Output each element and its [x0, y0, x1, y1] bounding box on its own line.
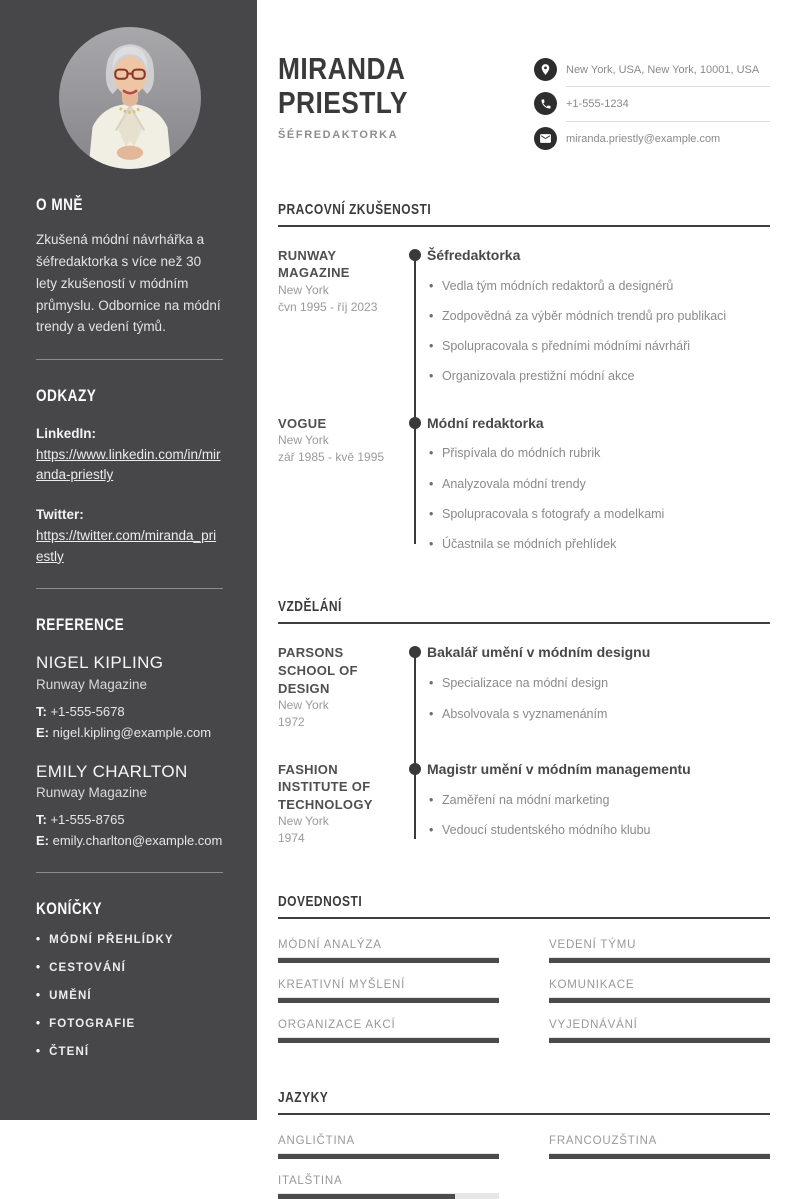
skill-bar [549, 997, 770, 1003]
reference-email: E: nigel.kipling@example.com [36, 724, 212, 740]
contact-block [534, 52, 770, 155]
language-bar [549, 1153, 770, 1159]
degree-bullets [427, 675, 770, 722]
about-text: Zkušená módní návrhářka a šéfredaktorka s více než 30 lety zkušeností v módním průmyslu. Odbornice na módní trendy a vedení týmů. [36, 232, 221, 335]
degree-title: Magistr umění v módním managementu [427, 760, 691, 777]
hobby-item: • CESTOVÁNÍ [36, 962, 223, 974]
experience-entry [278, 247, 770, 385]
school-name: PARSONS SCHOOL OF DESIGN [278, 645, 358, 696]
role-bullets [427, 445, 770, 552]
about-heading: O MNĚ [36, 195, 83, 214]
bullet-item: • Specializace na módní design [427, 675, 770, 691]
timeline-dot [403, 247, 427, 385]
skill-label: ORGANIZACE AKCÍ [278, 1018, 396, 1031]
header [278, 52, 770, 155]
skills-heading: DOVEDNOSTI [278, 893, 770, 919]
language-label: FRANCOUZŠTINA [549, 1134, 658, 1147]
entry-year: 1974 [278, 831, 305, 846]
bullet-item: • Vedla tým módních redaktorů a designérů [427, 278, 770, 294]
name-block [278, 52, 431, 155]
entry-details [427, 415, 770, 553]
skill-bar [278, 1037, 499, 1043]
company-name: RUNWAY MAGAZINE [278, 247, 350, 281]
experience-entry [278, 415, 770, 553]
portrait-illustration [59, 27, 201, 169]
timeline-dot [403, 415, 427, 553]
education-entries [278, 644, 770, 846]
skill-item [278, 939, 499, 963]
hobby-item: • UMĚNÍ [36, 990, 223, 1002]
skill-item [278, 1019, 499, 1043]
skill-item [278, 979, 499, 1003]
bullet-item: • Organizovala prestižní módní akce [427, 368, 770, 384]
entry-year: 1972 [278, 714, 305, 729]
education-entry [278, 644, 770, 730]
role-title: Módní redaktorka [427, 414, 544, 431]
location-icon [534, 58, 557, 81]
reference-item [36, 652, 223, 742]
skill-item [549, 979, 770, 1003]
language-label: ITALŠTINA [278, 1174, 343, 1187]
entry-dates: zář 1985 - kvě 1995 [278, 450, 385, 465]
degree-title: Bakalář umění v módním designu [427, 644, 651, 661]
entry-details [427, 247, 770, 385]
bullet-item: • Přispívala do módních rubrik [427, 445, 770, 461]
entry-details [427, 761, 770, 847]
skills-grid [278, 923, 770, 1043]
school-name: FASHION INSTITUTE OF TECHNOLOGY [278, 761, 373, 812]
skill-item [549, 1019, 770, 1043]
contact-row-email [534, 127, 770, 155]
language-item [278, 1175, 499, 1199]
language-item [278, 1135, 499, 1159]
section-languages [278, 1089, 770, 1199]
page-title [278, 52, 431, 120]
link-item-twitter [36, 505, 223, 567]
entry-details [427, 644, 770, 730]
skill-item [549, 939, 770, 963]
entry-meta [278, 247, 403, 385]
contact-location: New York, USA, New York, 10001, USA [566, 58, 770, 87]
reference-company: Runway Magazine [36, 676, 148, 692]
links-heading: ODKAZY [36, 386, 97, 406]
sidebar-divider [36, 359, 223, 360]
entry-meta [278, 644, 403, 730]
bullet-item: • Zodpovědná za výběr módních trendů pro publikaci [427, 308, 770, 324]
hobbies-heading: KONÍČKY [36, 899, 103, 919]
skill-bar [278, 997, 499, 1003]
language-label: ANGLIČTINA [278, 1134, 356, 1147]
sidebar-divider [36, 588, 223, 589]
references-heading: REFERENCE [36, 615, 125, 635]
section-experience [278, 201, 770, 553]
languages-grid [278, 1119, 770, 1199]
hobby-item: • MÓDNÍ PŘEHLÍDKY [36, 934, 223, 946]
experience-entries [278, 247, 770, 553]
role-title: Šéfredaktorka [427, 246, 521, 263]
link-item-linkedin [36, 424, 223, 486]
language-item [549, 1135, 770, 1159]
bullet-item: • Spolupracovala s fotografy a modelkami [427, 506, 770, 522]
reference-name: EMILY CHARLTON [36, 761, 188, 781]
reference-name: NIGEL KIPLING [36, 653, 164, 673]
education-heading: VZDĚLÁNÍ [278, 598, 770, 624]
skill-label: KREATIVNÍ MYŠLENÍ [278, 978, 406, 991]
entry-dates: čvn 1995 - říj 2023 [278, 299, 378, 314]
entry-meta [278, 761, 403, 847]
bullet-item: • Absolvovala s vyznamenáním [427, 706, 770, 722]
contact-row-phone [534, 92, 770, 121]
contact-row-location [534, 58, 770, 87]
main-content [257, 0, 794, 1187]
skill-bar [278, 957, 499, 963]
timeline-dot [403, 644, 427, 730]
linkedin-link[interactable]: https://www.linkedin.com/in/miranda-priestly [36, 446, 221, 483]
school-location: New York [278, 698, 329, 713]
contact-email: miranda.priestly@example.com [566, 132, 721, 145]
sidebar-divider [36, 872, 223, 873]
bullet-item: • Analyzovala módní trendy [427, 476, 770, 492]
section-skills [278, 893, 770, 1043]
bullet-item: • Vedoucí studentského módního klubu [427, 822, 770, 838]
role-bullets [427, 278, 770, 385]
languages-heading: JAZYKY [278, 1089, 770, 1115]
phone-icon [534, 92, 557, 115]
bullet-item: • Zaměření na módní marketing [427, 792, 770, 808]
hobby-item: • FOTOGRAFIE [36, 1018, 223, 1030]
name-line: PRIESTLY [278, 85, 408, 120]
avatar [59, 27, 201, 169]
company-location: New York [278, 433, 329, 448]
hobby-item: • ČTENÍ [36, 1046, 223, 1058]
language-bar [278, 1193, 499, 1199]
section-education [278, 598, 770, 846]
degree-bullets [427, 792, 770, 839]
bullet-item: • Účastnila se módních přehlídek [427, 536, 770, 552]
education-entry [278, 761, 770, 847]
link-label: Twitter: [36, 507, 84, 523]
email-icon [534, 127, 557, 150]
skill-label: VYJEDNÁVÁNÍ [549, 1018, 638, 1031]
reference-company: Runway Magazine [36, 784, 148, 800]
skill-bar [549, 1037, 770, 1043]
link-label: LinkedIn: [36, 426, 96, 442]
school-location: New York [278, 814, 329, 829]
reference-phone: T: +1-555-5678 [36, 704, 125, 720]
timeline-dot [403, 761, 427, 847]
reference-email: E: emily.charlton@example.com [36, 833, 223, 849]
bullet-item: • Spolupracovala s předními módními návrháři [427, 338, 770, 354]
company-name: VOGUE [278, 415, 327, 431]
hobby-list [36, 934, 223, 1058]
language-bar [278, 1153, 499, 1159]
skill-label: VEDENÍ TÝMU [549, 938, 637, 951]
reference-phone: T: +1-555-8765 [36, 812, 125, 828]
job-title: ŠÉFREDAKTORKA [278, 129, 399, 141]
skill-bar [549, 957, 770, 963]
skill-label: KOMUNIKACE [549, 978, 635, 991]
twitter-link[interactable]: https://twitter.com/miranda_priestly [36, 527, 217, 564]
reference-item [36, 761, 223, 851]
skill-label: MÓDNÍ ANALÝZA [278, 938, 382, 951]
experience-heading: PRACOVNÍ ZKUŠENOSTI [278, 201, 770, 227]
sidebar [0, 0, 257, 1120]
name-line: MIRANDA [278, 51, 406, 86]
company-location: New York [278, 282, 329, 297]
contact-phone: +1-555-1234 [566, 92, 770, 121]
entry-meta [278, 415, 403, 553]
